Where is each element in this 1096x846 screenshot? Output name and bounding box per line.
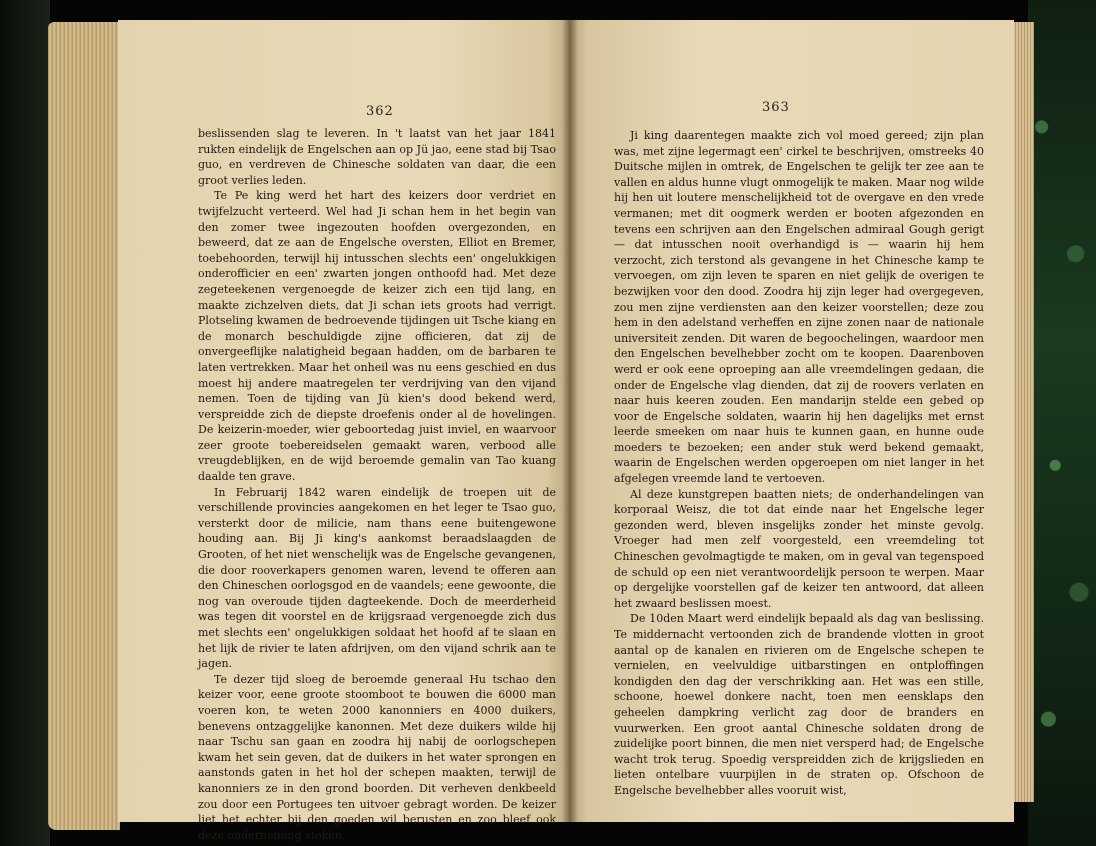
paragraph: beslissenden slag te leveren. In 't laatst van het jaar 1841 rukten eindelijk de Engelschen aan op Jü jao, eene stad bij Tsao guo, en verdreven de Chinesche soldaten van daar, die een groot verlies leden.: [198, 127, 556, 187]
right-page-text: [614, 128, 984, 799]
paragraph: De 10den Maart werd eindelijk bepaald als dag van beslissing. Te middernacht vertoonden zich de brandende vlotten in groot aantal op de kanalen en rivieren om de Engelsche schepen te vernielen, en veelvuldige uitbarstingen en ontploffingen kondigden den dag der verschrikking aan. Het was een stille, schoone, hoewel donkere nacht, toen men eensklaps den geheelen dampkring verlicht zag door de branders en vuurwerken. Een groot aantal Chinesche soldaten drong de zuidelijke poort binnen, die men niet versperd had; de Engelsche wacht trok terug. Spoedig verspreidden zich de krijgslieden en lieten ontelbare vuurpijlen in de straten op. Ofschoon de Engelsche bevelhebber alles vooruit wist,: [614, 612, 984, 797]
page-number-right: 363: [762, 100, 790, 115]
left-page-text: [198, 126, 556, 843]
paragraph: Al deze kunstgrepen baatten niets; de onderhandelingen van korporaal Weisz, die tot dat einde naar het Engelsche leger gezonden werd, bleven insgelijks zonder het minste gevolg. Vroeger had men zelf voorgesteld, een vreemdeling tot Chineschen gevolmagtigde te maken, om in geval van tegenspoed de schuld op een niet verantwoordelijk persoon te werpen. Maar op dergelijke voorstellen gaf de keizer ten antwoord, dat alleen het zwaard beslissen moest.: [614, 487, 984, 610]
book-cover-left: [0, 0, 50, 846]
book-gutter: [562, 20, 578, 822]
paragraph: Te Pe king werd het hart des keizers door verdriet en twijfelzucht verteerd. Wel had Ji schan hem in het begin van den zomer twee ingezouten hoofden overgezonden, en beweerd, dat ze aan de Engelsche oversten, Elliot en Bremer, toebehoorden, terwijl hij intusschen slechts een' ongelukkigen onderofficier en een' zwarten jongen onthoofd had. Met deze zegeteekenen vergenoegde de keizer zich een tijd lang, en maakte zichzelven diets, dat Ji schan iets groots had verrigt. Plotseling kwamen de bedroevende tijdingen uit Tsche kiang en de monarch beschuldigde zijne officieren, dat zij de onvergeeflijke nalatigheid begaan hadden, om de barbaren te laten vertrekken. Maar het onheil was nu eens geschied en dus moest hij andere maatregelen ter verdrijving van den vijand nemen. Toen de tijding van Jü kien's dood bekend werd, verspreidde zich de diepste droefenis onder al de hovelingen. De keizerin-moeder, wier geboortedag juist inviel, en waarvoor zeer groote toebereidselen gemaakt waren, verbood alle vreugdeblijken, en de wijd beroemde gemalin van Tao kuang daalde ten grave.: [198, 189, 556, 484]
paragraph: Ji king daarentegen maakte zich vol moed gereed; zijn plan was, met zijne legermagt een' cirkel te beschrijven, omstreeks 40 Duitsche mijlen in omtrek, de Engelschen te gelijk ter zee aan te vallen en aldus hunne vlugt onmogelijk te maken. Maar nog wilde hij hen uit loutere menschelijkheid tot de overgave en den vrede vermanen; met dit oogmerk werden er booten afgezonden en tevens een schrijven aan den Engelschen admiraal Gough gerigt — dat intusschen nooit overhandigd is — waarin hij hem verzocht, zich terstond als gevangene in het Chinesche kamp te vervoegen, om zijn leven te sparen en niet gelijk de overigen te bezwijken voor den dood. Zoodra hij zijn leger had overgegeven, zou men zijne verdiensten aan den keizer voorstellen; deze zou hem in den adelstand verheffen en zijne zonen naar de nationale universiteit zenden. Dit waren de begoochelingen, waardoor men den Engelschen bevelhebber zocht om te koopen. Daarenboven werd er ook eene oproeping aan alle vreemdelingen gedaan, die onder de Engelsche vlag dienden, dat zij de roovers verlaten en naar huis keeren zouden. Een mandarijn stelde een gebed op voor de Engelsche soldaten, waarin hij hen dagelijks met ernst leerde smeeken om naar huis te kunnen gaan, en hunne oude moeders te bezoeken; een ander stuk werd bekend gemaakt, waarin de Engelschen werden opgeroepen om niet langer in het afgelegen vreemde land te vertoeven.: [614, 129, 984, 486]
page-number-left: 362: [366, 104, 394, 119]
page-edges-right: [1012, 22, 1034, 802]
paragraph: Te dezer tijd sloeg de beroemde generaal Hu tschao den keizer voor, eene groote stoomboot te bouwen die 6000 man voeren kon, te weten 2000 kanonniers en 4000 duikers, benevens ontzaggelijke kanonnen. Met deze duikers wilde hij naar Tschu san gaan en zoodra hij nabij de oorlogschepen kwam het sein geven, dat de duikers in het water sprongen en aanstonds gaten in het hol der schepen maakten, terwijl de kanonniers ze in den grond boorden. Dit verheven denkbeeld zou door een Portugees ten uitvoer gebragt worden. De keizer liet het echter bij den goeden wil berusten en zoo bleef ook deze onderneming steken.: [198, 672, 556, 842]
right-page: [570, 20, 1014, 822]
paragraph: In Februarij 1842 waren eindelijk de troepen uit de verschillende provincies aangekomen en het leger te Tsao guo, versterkt door de milicie, nam thans eene buitengewone houding aan. Bij Ji king's aankomst beraadslaagden de Grooten, of het niet wenschelijk was de Engelsche gevangenen, die door rooverkapers genomen waren, levend te offeren aan den Chineschen oorlogsgod en de vaandels; eene gewoonte, die nog van overoude tijden dagteekende. Doch de meerderheid was tegen dit voorstel en de krijgsraad vergenoegde zich dus met slechts een' ongelukkigen soldaat het hoofd af te slaan en het lijk de rivier te laten afdrijven, om den vijand schrik aan te jagen.: [198, 485, 556, 671]
page-edges-left: [48, 22, 120, 830]
book-cover-right-marbled: [1028, 0, 1096, 846]
left-page: [118, 20, 570, 842]
